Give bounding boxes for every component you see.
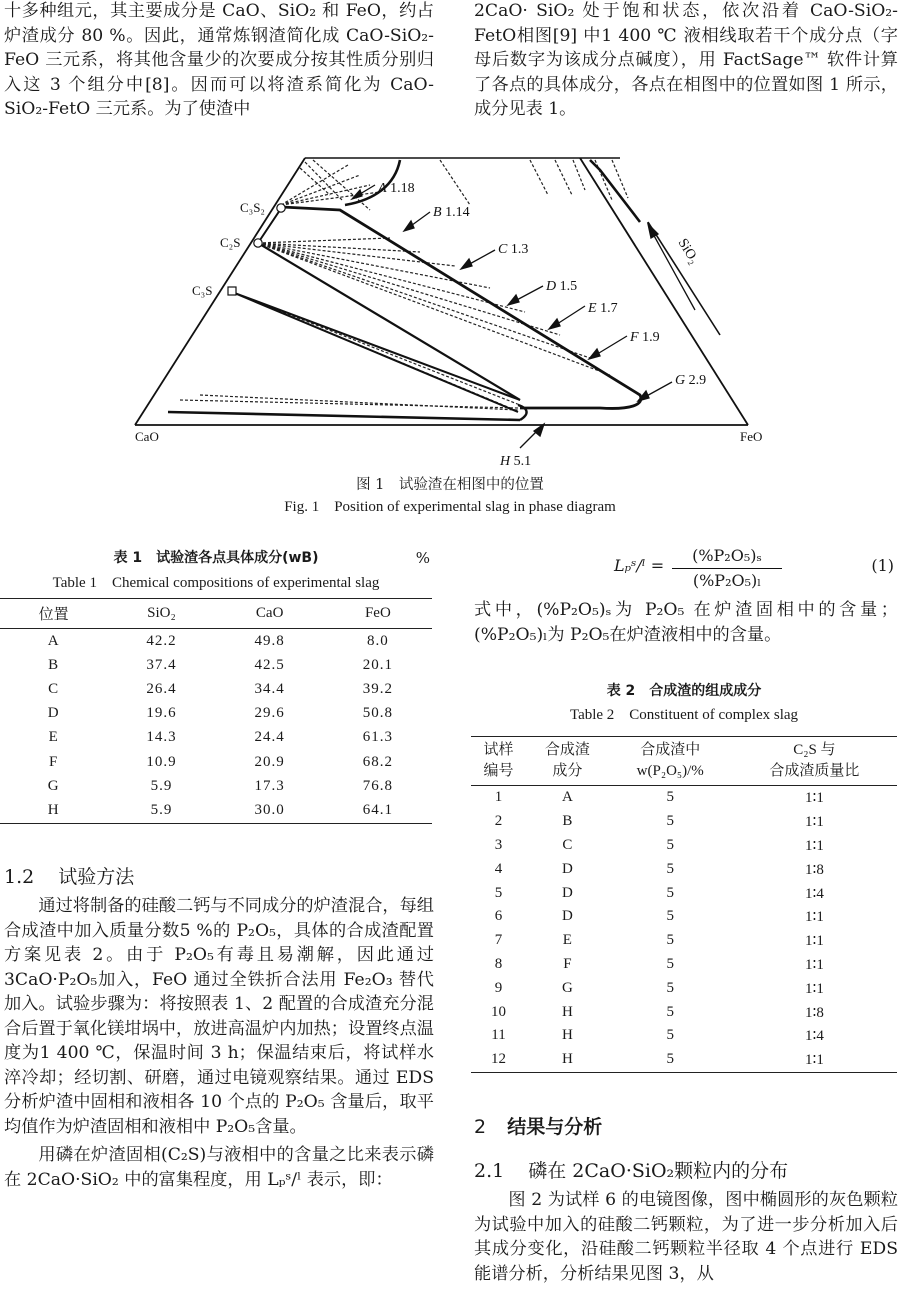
table-row xyxy=(471,905,897,929)
figure-caption-en: Fig. 1 Position of experimental slag in phase diagram xyxy=(284,499,616,515)
point-label-g: G 2.9 xyxy=(675,373,707,388)
section-title: 结果与分析 xyxy=(507,1116,603,1138)
table-cell: E xyxy=(562,932,572,949)
table-row xyxy=(0,774,432,798)
table-row xyxy=(471,1048,897,1072)
table-cell: 1∶1 xyxy=(804,956,824,973)
table-2 xyxy=(471,736,897,1073)
header-line: C₂S 与 xyxy=(793,742,836,758)
table-row xyxy=(0,653,432,677)
table-cell: G xyxy=(47,777,60,794)
section-title: 磷在 2CaO·SiO₂颗粒内的分布 xyxy=(528,1160,789,1182)
table-cell: 5 xyxy=(609,1048,732,1072)
table-cell: 1∶1 xyxy=(804,814,824,831)
table-cell: 49.8 xyxy=(254,632,285,649)
table-cell: 1∶1 xyxy=(804,980,824,997)
table-2-header-cell xyxy=(471,737,526,786)
table-1-header-cell: SiO₂ xyxy=(107,599,215,629)
section-heading xyxy=(4,862,434,892)
table-1 xyxy=(0,598,432,824)
section-number: 1.2 xyxy=(4,866,35,888)
figure-1-phase-diagram xyxy=(0,0,900,470)
body-text: 十多种组元，其主要成分是 CaO、SiO₂ 和 FeO，约占炉渣成分 80 %。因此，通常炼钢渣简化成 CaO-SiO₂-FeO 三元系，将其他含量少的次要成分按其性质分别归入这 3 个组分中[8]。因而可以将渣系简化为 CaO-SiO₂-FetO 三元系。为了使渣中 xyxy=(4,1,434,119)
table-row xyxy=(471,786,897,810)
table-row xyxy=(471,953,897,977)
phase-label-c2s: C₂S xyxy=(220,235,241,250)
table-cell: 1∶4 xyxy=(804,1028,824,1045)
table-cell: 10.9 xyxy=(146,753,177,770)
table-row xyxy=(471,881,897,905)
table-cell: 24.4 xyxy=(254,729,285,746)
table-cell: 8.0 xyxy=(367,632,389,649)
table-cell: 39.2 xyxy=(362,680,393,697)
table-cell: G xyxy=(561,979,573,996)
vertex-cao-label: CaO xyxy=(135,429,159,444)
table-1-unit: % xyxy=(415,549,430,567)
point-label-e: E 1.7 xyxy=(588,301,618,316)
table-cell: 5 xyxy=(666,813,674,830)
table-cell: 5 xyxy=(666,884,674,901)
c2s-marker xyxy=(254,239,262,247)
subsection-heading xyxy=(474,1156,898,1186)
table-cell: H xyxy=(561,1027,573,1044)
phase-label-c3s: C₃S xyxy=(192,283,213,298)
table-cell: 42.5 xyxy=(254,656,285,673)
header-line: w(P₂O₅)/% xyxy=(636,763,704,779)
equation-number: (1) xyxy=(871,556,894,575)
vertex-feo-label: FeO xyxy=(740,429,763,444)
section-number: 2 xyxy=(474,1116,487,1138)
header-line: 编号 xyxy=(483,763,514,779)
table-cell: F xyxy=(49,753,59,770)
table-2-header-cell xyxy=(732,737,897,786)
point-label-a: A 1.18 xyxy=(378,181,415,196)
equation-lhs: Lₚˢ/ˡ = xyxy=(614,556,665,575)
table-cell: 5 xyxy=(666,1027,674,1044)
table-row xyxy=(471,857,897,881)
table-cell: 1∶1 xyxy=(804,933,824,950)
table-cell: 1∶4 xyxy=(804,885,824,902)
table-row xyxy=(0,726,432,750)
header-line: 合成渣 xyxy=(544,742,590,758)
table-cell: 8 xyxy=(494,955,503,972)
table-row xyxy=(0,702,432,726)
table-2-header-cell xyxy=(609,737,732,786)
point-label-b: B 1.14 xyxy=(433,205,470,220)
section-title: 试验方法 xyxy=(58,866,135,888)
table-cell: 61.3 xyxy=(362,729,393,746)
table-1-header-cell: FeO xyxy=(324,599,432,629)
table-1-block xyxy=(0,546,432,824)
table-cell: 30.0 xyxy=(216,798,324,823)
figure-1-caption xyxy=(0,474,900,518)
table-cell: 5 xyxy=(666,860,674,877)
table-cell: 1∶1 xyxy=(804,837,824,854)
table-cell: 1 xyxy=(494,789,503,806)
table-cell: H xyxy=(561,1003,573,1020)
table-cell: 20.1 xyxy=(362,656,393,673)
table-cell: B xyxy=(48,656,60,673)
table-row xyxy=(0,798,432,823)
section-paragraph: 用磷在炉渣固相(C₂S)与液相中的含量之比来表示磷在 2CaO·SiO₂ 中的富集程度，用 Lₚˢ/ˡ 表示，即： xyxy=(4,1145,434,1190)
table-row xyxy=(471,810,897,834)
table-cell: 1∶1 xyxy=(804,790,824,807)
table-cell: 5 xyxy=(666,836,674,853)
table-cell: H xyxy=(526,1048,609,1072)
table-cell: D xyxy=(561,908,573,925)
equation-denominator: (%P₂O₅)ₗ xyxy=(692,571,762,590)
table-cell: 5 xyxy=(494,884,503,901)
table-cell: 20.9 xyxy=(254,753,285,770)
table-cell: E xyxy=(48,729,59,746)
table-cell: 4 xyxy=(494,860,503,877)
table-2-title-en: Table 2 Constituent of complex slag xyxy=(569,707,799,723)
point-label-h: H 5.1 xyxy=(500,454,532,469)
table-row xyxy=(471,1000,897,1024)
sio2-arrow-label: SiO₂ xyxy=(674,236,702,267)
table-cell: 68.2 xyxy=(362,753,393,770)
section-2-1 xyxy=(474,1156,898,1286)
table-cell: 37.4 xyxy=(146,656,177,673)
table-cell: 6 xyxy=(494,908,503,925)
table-cell: D xyxy=(561,860,573,877)
table-1-header-cell: 位置 xyxy=(0,599,107,629)
table-row xyxy=(471,976,897,1000)
header-line: 成分 xyxy=(552,763,583,779)
table-cell: 11 xyxy=(491,1027,506,1044)
header-line: 试样 xyxy=(483,742,514,758)
table-cell: 9 xyxy=(494,979,503,996)
table-1-title-en: Table 1 Chemical compositions of experimental slag xyxy=(52,575,380,591)
header-line: 合成渣中 xyxy=(640,742,701,758)
table-cell: 5 xyxy=(666,1003,674,1020)
phase-label-c3s2: C₃S₂ xyxy=(240,200,265,215)
table-cell: 29.6 xyxy=(254,705,285,722)
table-cell: 5 xyxy=(666,932,674,949)
table-cell: 10 xyxy=(491,1003,507,1020)
table-1-header-cell: CaO xyxy=(216,599,324,629)
table-cell: 1∶1 xyxy=(732,1048,897,1072)
table-cell: 19.6 xyxy=(146,705,177,722)
point-label-d: D 1.5 xyxy=(546,279,578,294)
table-cell: 50.8 xyxy=(362,705,393,722)
table-cell: 1∶1 xyxy=(804,909,824,926)
triangle-outline xyxy=(135,158,748,425)
table-cell: 5 xyxy=(666,955,674,972)
table-2-block xyxy=(471,680,897,1073)
table-cell: 14.3 xyxy=(146,729,177,746)
table-cell: B xyxy=(562,813,573,830)
table-cell: D xyxy=(561,884,573,901)
point-label-f: F 1.9 xyxy=(630,330,660,345)
section-2-heading xyxy=(474,1112,898,1143)
section-1-2 xyxy=(4,862,434,1192)
table-cell: 76.8 xyxy=(362,777,393,794)
table-cell: 17.3 xyxy=(254,777,285,794)
table-cell: 42.2 xyxy=(146,632,177,649)
equation-numerator: (%P₂O₅)ₛ xyxy=(672,544,782,569)
table-row xyxy=(0,677,432,701)
equation-1 xyxy=(474,544,898,596)
header-line: 合成渣质量比 xyxy=(769,763,860,779)
table-cell: A xyxy=(47,632,60,649)
body-text: 2CaO· SiO₂ 处于饱和状态，依次沿着 CaO-SiO₂-FetO相图[9] 中1 400 ℃ 液相线取若干个成分点（字母后数字为该成分点碱度），用 FactSage™ 软件计算了各点的具体成分，各点在相图中的位置如图 1 所示，成分见表 1。 xyxy=(474,1,898,119)
table-row xyxy=(0,629,432,654)
figure-caption-cn: 图 1 试验渣在相图中的位置 xyxy=(356,477,544,493)
table-cell: 5.9 xyxy=(150,777,173,794)
point-label-c: C 1.3 xyxy=(498,242,529,257)
table-cell: 5 xyxy=(666,979,674,996)
section-paragraph: 通过将制备的硅酸二钙与不同成分的炉渣混合，每组合成渣中加入质量分数5 %的 P₂O₅，具体的合成渣配置方案见表 2。由于 P₂O₅有毒且易潮解，因此通过 3CaO·P₂O₅加入，FeO 通过全铁折合法用 Fe₂O₃ 替代加入。试验步骤为：将按照表 1、2 配置的合成渣充分混合后置于氧化镁坩埚中，放进高温炉内加热；设置终点温度为1 400 ℃，保温时间 3 h；保温结束后，将试样水淬冷却；经切割、研磨，通过电镜观察结果。通过 EDS 分析炉渣中固相和液相各 10 个点的 P₂O₅ 含量后，取平均值作为炉渣固相和液相中 P₂O₅含量。 xyxy=(4,896,434,1137)
table-cell: 1∶8 xyxy=(804,1004,824,1021)
table-cell: H xyxy=(0,798,107,823)
table-2-header-cell xyxy=(526,737,609,786)
table-cell: 34.4 xyxy=(254,680,285,697)
table-cell: 5 xyxy=(666,908,674,925)
table-cell: 12 xyxy=(471,1048,526,1072)
table-cell: A xyxy=(561,789,573,806)
table-cell: C xyxy=(562,836,573,853)
table-row xyxy=(471,1024,897,1048)
table-row xyxy=(0,750,432,774)
table-1-title-cn: 表 1 试验渣各点具体成分(wB) xyxy=(113,550,319,566)
table-cell: 5.9 xyxy=(107,798,215,823)
table-row xyxy=(471,834,897,858)
table-2-title-cn: 表 2 合成渣的组成成分 xyxy=(606,683,762,699)
table-cell: 2 xyxy=(494,813,503,830)
body-text: 式中，(%P₂O₅)ₛ为 P₂O₅ 在炉渣固相中的含量；(%P₂O₅)ₗ为 P₂O₅在炉渣液相中的含量。 xyxy=(474,600,898,645)
equation-explanation xyxy=(474,598,898,647)
table-cell: 1∶8 xyxy=(804,861,824,878)
c3s-marker xyxy=(228,287,236,295)
table-cell: 64.1 xyxy=(324,798,432,823)
table-cell: D xyxy=(47,705,60,722)
table-row xyxy=(471,929,897,953)
section-number: 2.1 xyxy=(474,1160,505,1182)
table-cell: 7 xyxy=(494,932,503,949)
table-cell: C xyxy=(48,680,60,697)
section-paragraph: 图 2 为试样 6 的电镜图像，图中椭圆形的灰色颗粒为试验中加入的硅酸二钙颗粒，为了进一步分析加入后其成分变化，沿硅酸二钙颗粒半径取 4 个点进行 EDS 能谱分析，分析结果见图 3，从 xyxy=(474,1190,898,1284)
table-cell: 26.4 xyxy=(146,680,177,697)
table-cell: 3 xyxy=(494,836,503,853)
table-cell: F xyxy=(563,955,572,972)
c3s2-marker xyxy=(277,204,285,212)
table-cell: 5 xyxy=(666,789,674,806)
